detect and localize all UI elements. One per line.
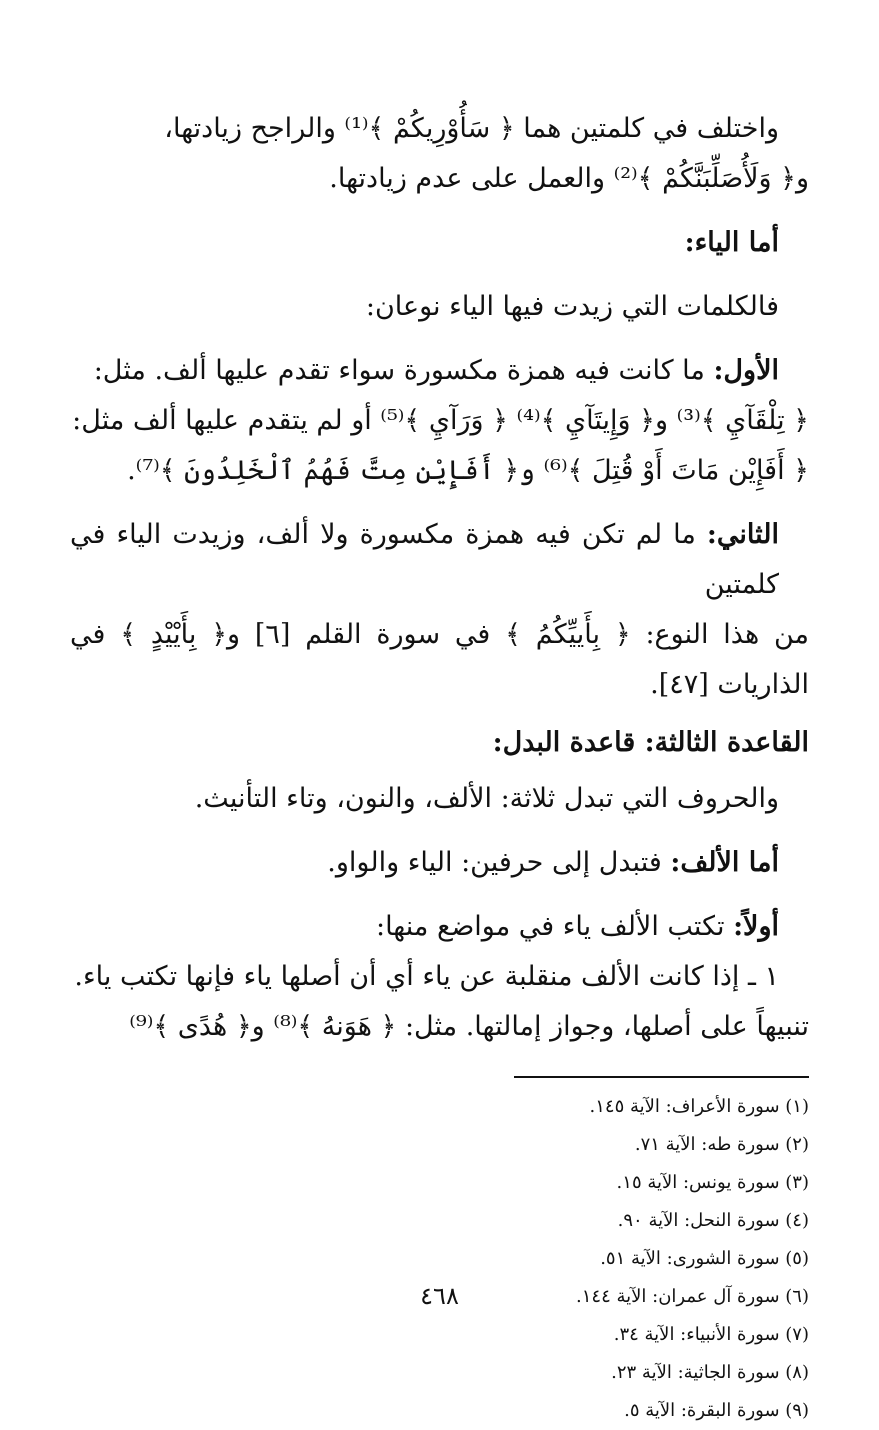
paragraph-7-text: فتبدل إلى حرفين: الياء والواو.: [327, 847, 662, 878]
paragraph-5-line-1: [70, 510, 809, 610]
footnote-item: (٨) سورة الجاثية: الآية ٢٣.: [611, 1362, 809, 1383]
spacer: [70, 888, 809, 902]
spacer: [70, 204, 809, 218]
footnote-item: (٣) سورة يونس: الآية ١٥.: [616, 1172, 809, 1193]
section-title-ya: أما الياء:: [684, 227, 779, 258]
spacer: [70, 268, 809, 282]
paragraph-7: [70, 838, 809, 888]
paragraph-8-label: أولاً:: [733, 911, 779, 942]
paragraph-5-label: الثاني:: [706, 519, 779, 550]
paragraph-1-line-1: واختلف في كلمتين هما ﴿ سَأُوْرِيكُمْ ﴾⁽¹⁾ والراجح زيادتها،: [164, 113, 779, 144]
paragraph-9-line-1: ١ ـ إذا كانت الألف منقلبة عن ياء أي أن أصلها ياء فإنها تكتب ياء.: [74, 961, 779, 992]
paragraph-1-line-2: و﴿ وَلَأُصَلِّبَنَّكُمْ ﴾⁽²⁾ والعمل على عدم زيادتها.: [329, 163, 809, 194]
paragraph-5-line-2: من هذا النوع: ﴿ بِأَييِّكُمُ ﴾ في سورة القلم [٦] و﴿ بِأَيْيْدٍ ﴾ في الذاريات [٤٧].: [70, 619, 809, 700]
paragraph-9-line-2: تنبيهاً على أصلها، وجواز إمالتها. مثل: ﴿ هَوَنهُ ﴾⁽⁸⁾ و﴿ هُدًى ﴾⁽⁹⁾: [129, 1011, 809, 1042]
footnote-item: (٤) سورة النحل: الآية ٩٠.: [617, 1210, 809, 1231]
spacer: [70, 332, 809, 346]
footnote-item: (١) سورة الأعراف: الآية ١٤٥.: [589, 1096, 809, 1117]
paragraph-8-text: تكتب الألف ياء في مواضع منها:: [375, 911, 725, 942]
paragraph-4-line-3: ﴿ أَفَإِيْن مَاتَ أَوْ قُتِلَ ﴾⁽⁶⁾ و﴿ أَفَإِيْن مِتَّ فَهُمُ ٱلْخَلِدُونَ ﴾⁽⁷⁾.: [127, 455, 809, 486]
spacer: [70, 496, 809, 510]
paragraph-5-text: ما لم تكن فيه همزة مكسورة ولا ألف، وزيدت الياء في كلمتين: [70, 519, 779, 600]
footnote-item: (٧) سورة الأنبياء: الآية ٣٤.: [613, 1324, 809, 1345]
footnote-item: (٦) سورة آل عمران: الآية ١٤٤.: [576, 1286, 809, 1307]
paragraph-4-label: الأول:: [713, 355, 779, 386]
paragraph-4-line-2: ﴿ تِلْقَآيِ ﴾⁽³⁾ و﴿ وَإِيتَآيِ ﴾⁽⁴⁾ ﴿ وَرَآيِ ﴾⁽⁵⁾ أو لم يتقدم عليها ألف مثل:: [72, 405, 809, 436]
footnote-divider: [514, 1076, 809, 1078]
footnote-item: (٢) سورة طه: الآية ٧١.: [634, 1134, 809, 1155]
footnotes: [70, 1088, 809, 1430]
paragraph-4-line-1: [70, 346, 809, 396]
paragraph-6: والحروف التي تبدل ثلاثة: الألف، والنون، وتاء التأنيث.: [194, 783, 779, 814]
rule-three-heading: القاعدة الثالثة: قاعدة البدل:: [492, 727, 809, 758]
page-number: ٤٦٨: [420, 1282, 459, 1310]
footnote-item: (٥) سورة الشورى: الآية ٥١.: [600, 1248, 809, 1269]
footnote-item: (٩) سورة البقرة: الآية ٥.: [624, 1400, 809, 1421]
paragraph-4-text: ما كانت فيه همزة مكسورة سواء تقدم عليها ألف. مثل:: [93, 355, 705, 386]
main-text: [70, 104, 809, 1052]
paragraph-7-label: أما الألف:: [670, 847, 779, 878]
paragraph-3: فالكلمات التي زيدت فيها الياء نوعان:: [365, 291, 779, 322]
paragraph-8: [70, 902, 809, 952]
spacer: [70, 824, 809, 838]
